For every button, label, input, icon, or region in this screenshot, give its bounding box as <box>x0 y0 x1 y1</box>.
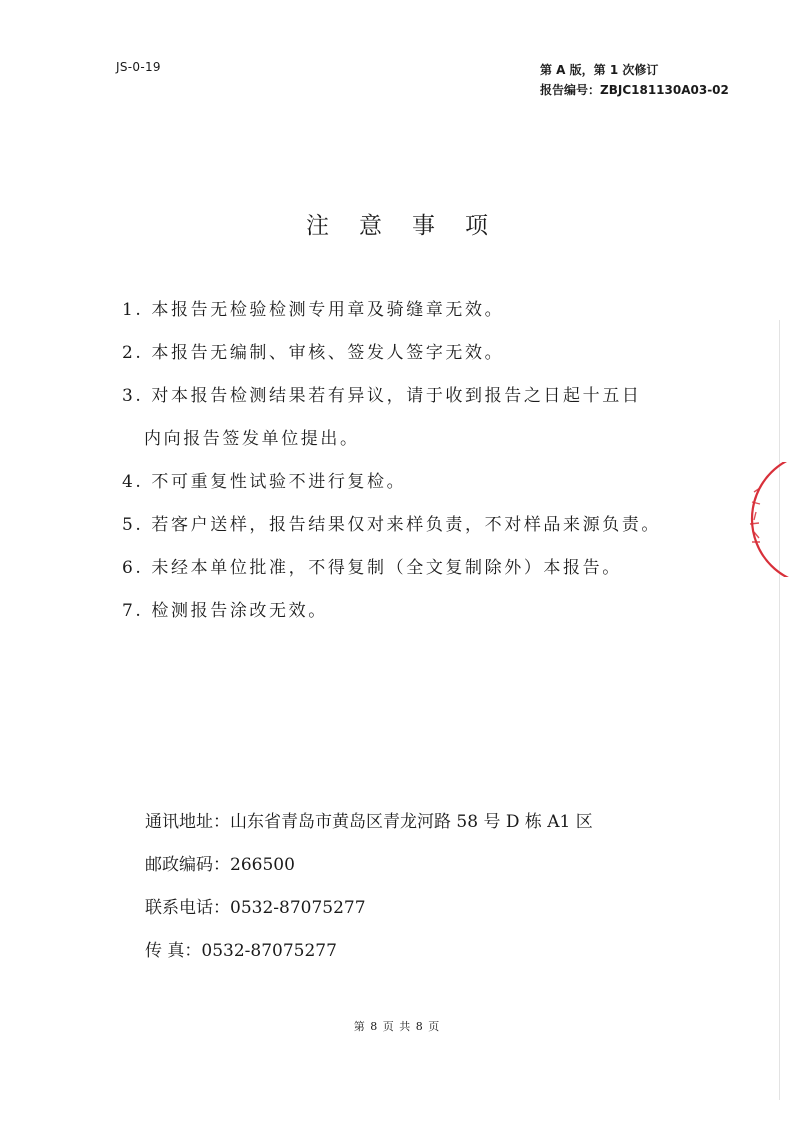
note-item-2: 2. 本报告无编制、审核、签发人签字无效。 <box>122 343 505 363</box>
postcode-row <box>145 853 593 896</box>
fax-row <box>145 939 593 982</box>
contact-info <box>145 810 593 982</box>
address-label: 通讯地址： <box>145 812 230 832</box>
report-number: 报告编号：ZBJC181130A03-02 <box>540 83 729 97</box>
version-info: 第 A 版，第 1 次修订 <box>540 63 659 77</box>
postcode-label: 邮政编码： <box>145 855 230 875</box>
seal-stamp-icon <box>740 462 794 577</box>
report-header-meta <box>540 60 729 100</box>
address-value: 山东省青岛市黄岛区青龙河路 58 号 D 栋 A1 区 <box>230 812 593 832</box>
notes-list <box>122 295 722 639</box>
note-item-7: 7. 检测报告涂改无效。 <box>122 601 328 621</box>
fax-value: 0532-87075277 <box>201 941 337 961</box>
phone-label: 联系电话： <box>145 898 230 918</box>
phone-value: 0532-87075277 <box>230 898 366 918</box>
note-item-3-continued: 内向报告签发单位提出。 <box>144 429 360 449</box>
partial-seal-stamp <box>740 462 794 577</box>
page-edge-line <box>779 320 780 1100</box>
note-item-6: 6. 未经本单位批准，不得复制（全文复制除外）本报告。 <box>122 558 622 578</box>
note-item-4: 4. 不可重复性试验不进行复检。 <box>122 472 407 492</box>
page-title <box>0 207 794 240</box>
page-footer: 第 8 页 共 8 页 <box>353 1020 441 1033</box>
phone-row <box>145 896 593 939</box>
note-item-5: 5. 若客户送样，报告结果仅对来样负责，不对样品来源负责。 <box>122 515 662 535</box>
document-code: JS-0-19 <box>116 60 161 74</box>
note-item-1: 1. 本报告无检验检测专用章及骑缝章无效。 <box>122 300 505 320</box>
note-item-3: 3. 对本报告检测结果若有异议，请于收到报告之日起十五日 <box>122 386 642 406</box>
postcode-value: 266500 <box>230 855 295 875</box>
page-title-text: 注意事项 <box>306 213 518 239</box>
fax-label: 传 真： <box>145 941 202 961</box>
address-row <box>145 810 593 853</box>
